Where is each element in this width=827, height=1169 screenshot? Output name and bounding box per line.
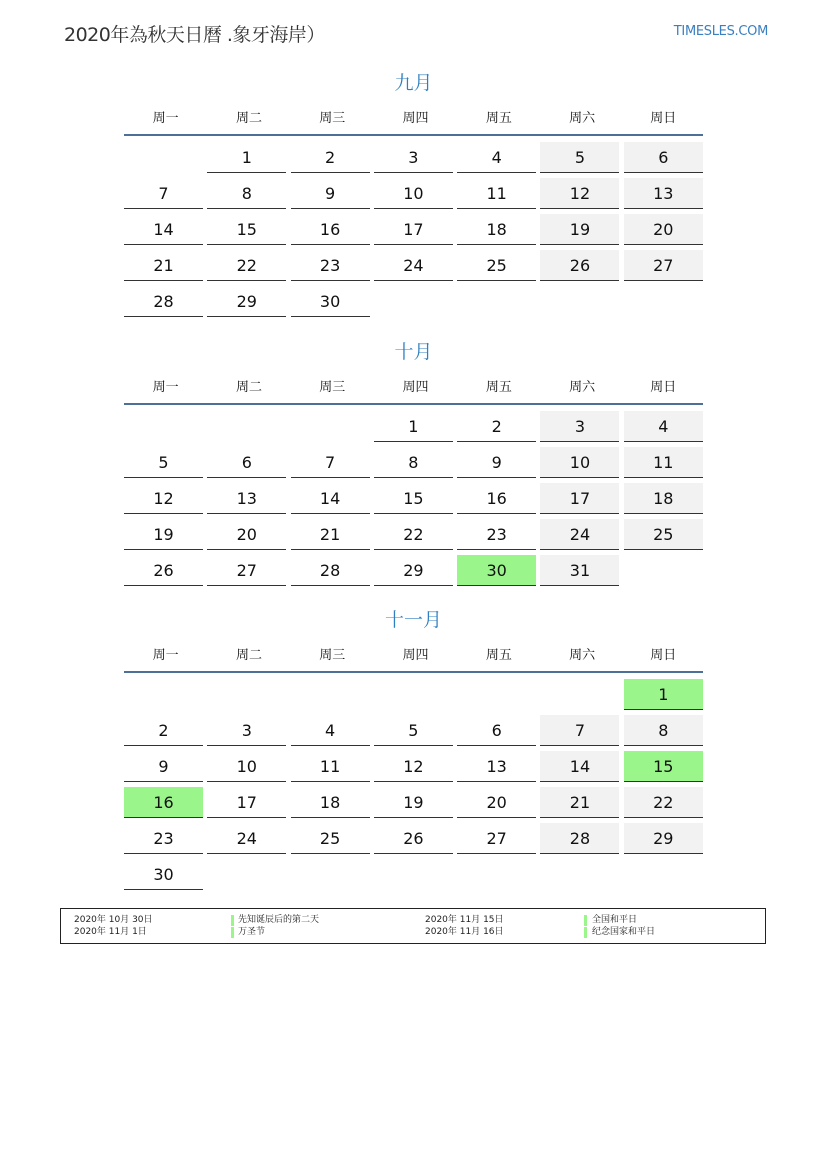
day-cell: 13 (624, 178, 703, 209)
day-grid (124, 142, 703, 317)
day-cell: 6 (624, 142, 703, 173)
day-cell: 18 (624, 483, 703, 514)
day-cell: 24 (540, 519, 619, 550)
day-cell: 26 (124, 555, 203, 586)
day-cell: 20 (624, 214, 703, 245)
day-cell: 20 (207, 519, 286, 550)
day-cell: 7 (540, 715, 619, 746)
empty-day-cell (291, 679, 370, 710)
day-cell: 11 (457, 178, 536, 209)
header-rule (124, 134, 703, 136)
page-title: 2020年為秋天日曆 .象牙海岸） (64, 24, 325, 46)
weekday-label: 周一 (152, 379, 179, 395)
day-cell: 16 (457, 483, 536, 514)
weekday-label: 周一 (152, 110, 179, 126)
legend-name: 全国和平日 (592, 915, 638, 925)
month-title: 十一月 (384, 609, 442, 631)
day-cell: 14 (124, 214, 203, 245)
day-cell: 16 (291, 214, 370, 245)
day-cell: 17 (540, 483, 619, 514)
empty-day-cell (291, 411, 370, 442)
day-cell: 30 (124, 859, 203, 890)
holiday-day-cell: 15 (624, 751, 703, 782)
day-cell: 21 (291, 519, 370, 550)
day-cell: 21 (540, 787, 619, 818)
month-calendar (124, 68, 703, 317)
legend-date: 2020年 11月 16日 (425, 927, 504, 937)
empty-day-cell (124, 142, 203, 173)
day-cell: 15 (207, 214, 286, 245)
day-cell: 7 (124, 178, 203, 209)
empty-day-cell (540, 679, 619, 710)
month-title: 九月 (394, 72, 433, 94)
day-cell: 10 (540, 447, 619, 478)
day-cell: 4 (457, 142, 536, 173)
day-cell: 19 (124, 519, 203, 550)
header-rule (124, 403, 703, 405)
legend-date: 2020年 10月 30日 (74, 915, 153, 925)
site-link[interactable]: TIMESLES.COM (673, 24, 768, 39)
day-cell: 28 (291, 555, 370, 586)
day-cell: 3 (374, 142, 453, 173)
empty-day-cell (124, 679, 203, 710)
day-cell: 6 (207, 447, 286, 478)
day-cell: 5 (124, 447, 203, 478)
day-cell: 17 (207, 787, 286, 818)
weekday-label: 周日 (650, 379, 677, 395)
day-cell: 27 (207, 555, 286, 586)
day-cell: 10 (374, 178, 453, 209)
weekday-header (124, 367, 703, 403)
empty-day-cell (207, 679, 286, 710)
day-cell: 24 (207, 823, 286, 854)
day-cell: 20 (457, 787, 536, 818)
day-cell: 22 (207, 250, 286, 281)
day-cell: 29 (624, 823, 703, 854)
weekday-label: 周二 (235, 647, 262, 663)
weekday-label: 周四 (402, 647, 429, 663)
weekday-label: 周二 (235, 110, 262, 126)
day-cell: 2 (291, 142, 370, 173)
day-cell: 8 (624, 715, 703, 746)
weekday-label: 周二 (235, 379, 262, 395)
weekday-header (124, 98, 703, 134)
day-cell: 25 (624, 519, 703, 550)
holiday-day-cell: 16 (124, 787, 203, 818)
weekday-label: 周五 (485, 379, 512, 395)
day-cell: 9 (457, 447, 536, 478)
empty-day-cell (457, 679, 536, 710)
weekday-label: 周六 (569, 647, 596, 663)
day-cell: 17 (374, 214, 453, 245)
weekday-label: 周三 (319, 379, 346, 395)
month-title: 十月 (394, 341, 433, 363)
holiday-day-cell: 30 (457, 555, 536, 586)
weekday-label: 周四 (402, 110, 429, 126)
empty-day-cell (374, 679, 453, 710)
day-cell: 19 (374, 787, 453, 818)
day-cell: 28 (124, 286, 203, 317)
legend-color-bar (231, 927, 234, 938)
weekday-label: 周六 (569, 379, 596, 395)
day-cell: 1 (374, 411, 453, 442)
day-cell: 27 (624, 250, 703, 281)
day-cell: 15 (374, 483, 453, 514)
day-cell: 29 (374, 555, 453, 586)
day-cell: 13 (207, 483, 286, 514)
day-cell: 31 (540, 555, 619, 586)
day-cell: 12 (540, 178, 619, 209)
weekday-label: 周日 (650, 647, 677, 663)
day-cell: 18 (457, 214, 536, 245)
day-cell: 30 (291, 286, 370, 317)
day-cell: 1 (207, 142, 286, 173)
day-cell: 23 (457, 519, 536, 550)
day-cell: 26 (374, 823, 453, 854)
day-cell: 3 (540, 411, 619, 442)
day-cell: 21 (124, 250, 203, 281)
day-cell: 8 (207, 178, 286, 209)
holiday-day-cell: 1 (624, 679, 703, 710)
day-cell: 10 (207, 751, 286, 782)
day-cell: 2 (124, 715, 203, 746)
day-cell: 2 (457, 411, 536, 442)
day-cell: 4 (624, 411, 703, 442)
weekday-label: 周三 (319, 110, 346, 126)
month-calendar (124, 605, 703, 890)
legend-name: 万圣节 (238, 927, 266, 937)
weekday-label: 周五 (485, 110, 512, 126)
day-cell: 9 (291, 178, 370, 209)
day-cell: 23 (124, 823, 203, 854)
day-cell: 28 (540, 823, 619, 854)
weekday-label: 周一 (152, 647, 179, 663)
day-cell: 24 (374, 250, 453, 281)
day-cell: 14 (291, 483, 370, 514)
weekday-label: 周日 (650, 110, 677, 126)
day-cell: 9 (124, 751, 203, 782)
day-cell: 22 (624, 787, 703, 818)
day-cell: 27 (457, 823, 536, 854)
day-grid (124, 411, 703, 586)
day-cell: 12 (374, 751, 453, 782)
legend-date: 2020年 11月 15日 (425, 915, 504, 925)
day-cell: 22 (374, 519, 453, 550)
day-cell: 5 (374, 715, 453, 746)
day-cell: 23 (291, 250, 370, 281)
day-cell: 11 (291, 751, 370, 782)
empty-day-cell (207, 411, 286, 442)
day-cell: 13 (457, 751, 536, 782)
day-cell: 7 (291, 447, 370, 478)
legend-color-bar (584, 915, 587, 926)
day-cell: 3 (207, 715, 286, 746)
day-cell: 8 (374, 447, 453, 478)
weekday-label: 周四 (402, 379, 429, 395)
day-cell: 19 (540, 214, 619, 245)
legend-name: 纪念国家和平日 (592, 927, 656, 937)
day-cell: 26 (540, 250, 619, 281)
day-cell: 14 (540, 751, 619, 782)
legend-color-bar (231, 915, 234, 926)
holiday-legend (60, 908, 766, 944)
day-cell: 11 (624, 447, 703, 478)
day-cell: 12 (124, 483, 203, 514)
day-cell: 4 (291, 715, 370, 746)
day-cell: 5 (540, 142, 619, 173)
header-rule (124, 671, 703, 673)
day-cell: 25 (457, 250, 536, 281)
legend-name: 先知诞辰后的第二天 (238, 915, 320, 925)
month-calendar (124, 337, 703, 586)
legend-date: 2020年 11月 1日 (74, 927, 147, 937)
weekday-label: 周三 (319, 647, 346, 663)
weekday-label: 周五 (485, 647, 512, 663)
day-grid (124, 679, 703, 890)
day-cell: 29 (207, 286, 286, 317)
day-cell: 18 (291, 787, 370, 818)
weekday-label: 周六 (569, 110, 596, 126)
empty-day-cell (124, 411, 203, 442)
legend-color-bar (584, 927, 587, 938)
day-cell: 6 (457, 715, 536, 746)
weekday-header (124, 635, 703, 671)
day-cell: 25 (291, 823, 370, 854)
